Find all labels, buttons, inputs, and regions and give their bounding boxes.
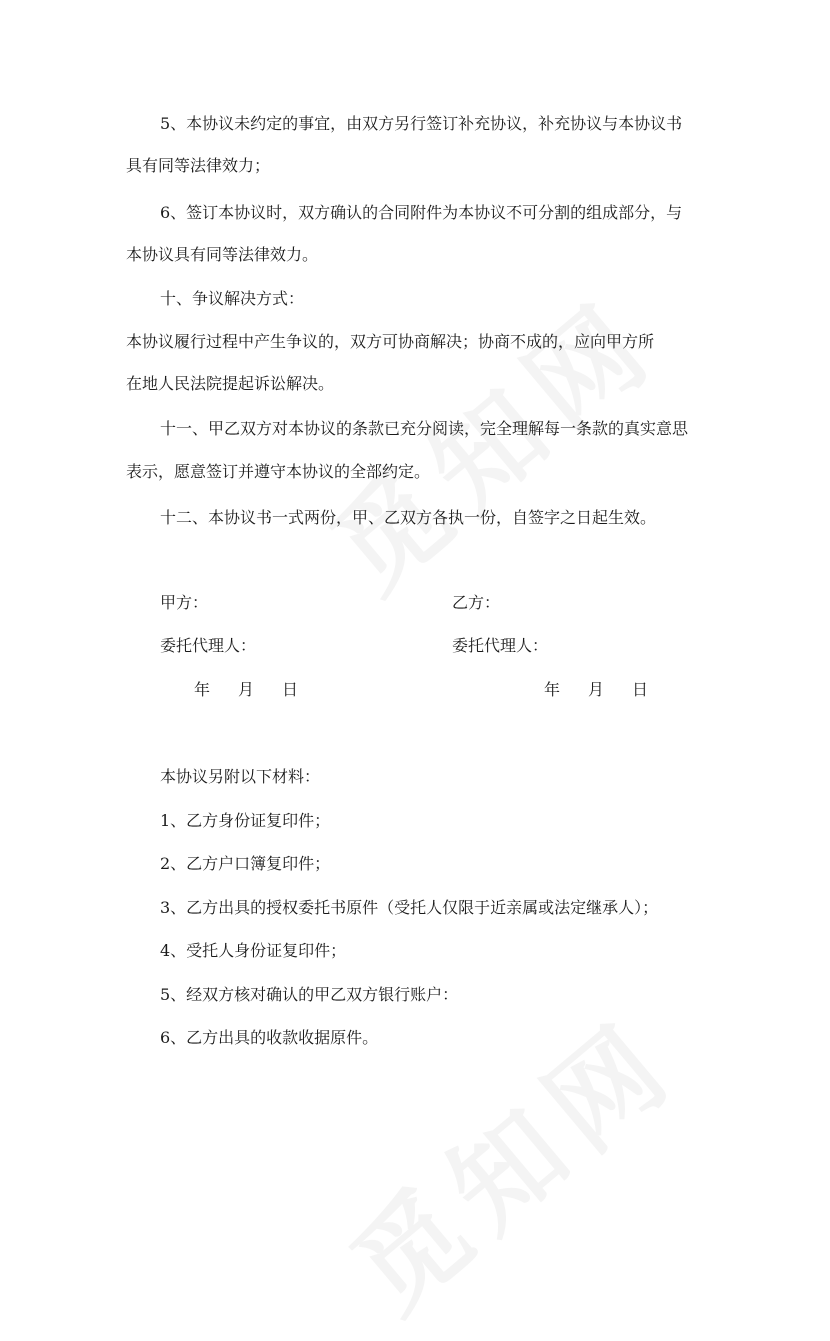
attachment-item: 1、乙方身份证复印件；: [160, 811, 331, 830]
agent-a-label: 委托代理人：: [160, 636, 257, 655]
party-b-label: 乙方：: [452, 593, 501, 612]
date-a-year: 年: [194, 680, 211, 699]
section-11-line-1: 十一、甲乙双方对本协议的条款已充分阅读，完全理解每一条款的真实意思: [160, 419, 689, 438]
date-b: [544, 679, 648, 701]
attachment-item: 5、经双方核对确认的甲乙双方银行账户：: [160, 985, 459, 1004]
attachment-item: 4、受托人身份证复印件；: [160, 941, 347, 960]
clause-5-line-2: 具有同等法律效力；: [126, 156, 271, 175]
attachment-item: 3、乙方出具的授权委托书原件（受托人仅限于近亲属或法定继承人）；: [160, 898, 659, 917]
attachment-item: 6、乙方出具的收款收据原件。: [160, 1028, 379, 1047]
clause-6-line-1: 6、签订本协议时，双方确认的合同附件为本协议不可分割的组成部分，与: [160, 203, 683, 222]
date-a: [194, 679, 298, 701]
date-b-day: 日: [632, 680, 649, 699]
section-11-line-2: 表示，愿意签订并遵守本协议的全部约定。: [126, 462, 431, 481]
date-b-month: 月: [588, 680, 605, 699]
clause-5-line-1: 5、本协议未约定的事宜，由双方另行签订补充协议，补充协议与本协议书: [160, 114, 683, 133]
date-a-month: 月: [238, 680, 255, 699]
section-10-line-2: 在地人民法院提起诉讼解决。: [126, 374, 335, 393]
party-a-label: 甲方：: [160, 593, 209, 612]
section-10-heading: 十、争议解决方式：: [160, 289, 305, 308]
attachments-heading: 本协议另附以下材料：: [160, 767, 321, 786]
section-10-line-1: 本协议履行过程中产生争议的，双方可协商解决；协商不成的，应向甲方所: [126, 332, 655, 351]
attachment-item: 2、乙方户口簿复印件；: [160, 854, 331, 873]
clause-6-line-2: 本协议具有同等法律效力。: [126, 245, 319, 264]
date-a-day: 日: [282, 680, 299, 699]
section-12: 十二、本协议书一式两份，甲、乙双方各执一份，自签字之日起生效。: [160, 508, 657, 527]
agent-b-label: 委托代理人：: [452, 636, 549, 655]
date-b-year: 年: [544, 680, 561, 699]
